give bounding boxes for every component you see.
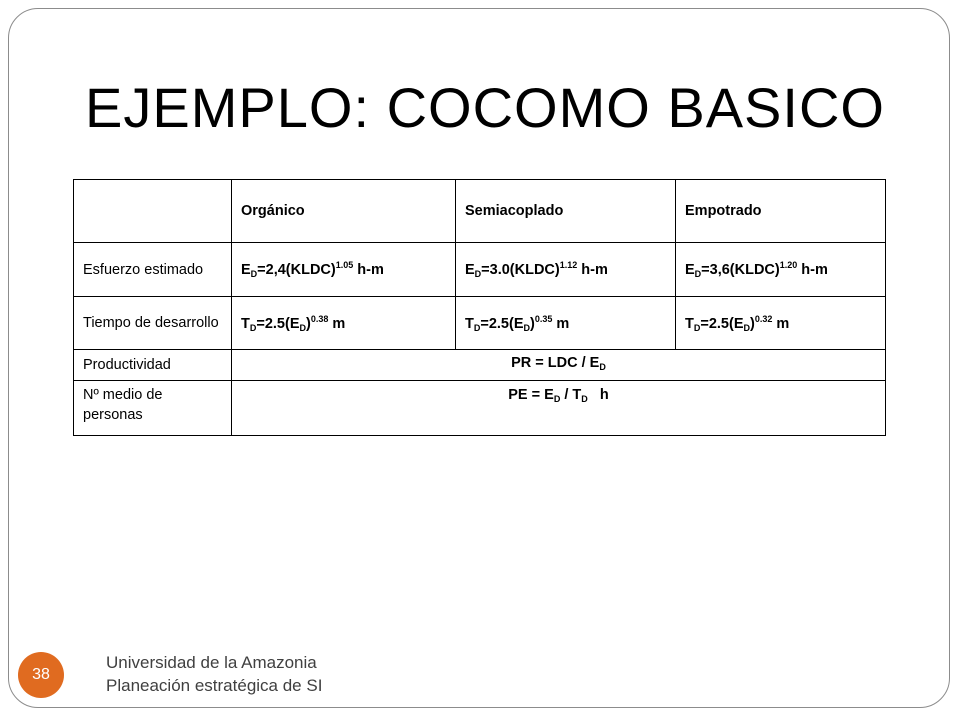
- footer: [106, 651, 322, 697]
- slide-number: 38: [32, 666, 50, 683]
- table-row-tiempo: [74, 297, 886, 350]
- header-organico: Orgánico: [232, 180, 456, 243]
- slide-number-badge: [18, 652, 64, 698]
- cell-esfuerzo-empotrado: $E_D=3,6(KLDC)^{1.20}$ h-m: [676, 243, 886, 297]
- row-label-tiempo: Tiempo de desarrollo: [74, 297, 232, 350]
- header-semiacoplado: Semiacoplado: [456, 180, 676, 243]
- cell-productividad-formula: PR = LDC / $E_D$: [232, 350, 886, 381]
- row-label-personas: Nº medio de personas: [74, 381, 232, 436]
- slide-title: EJEMPLO: COCOMO BASICO: [85, 76, 885, 139]
- cell-tiempo-organico: $T_D=2.5(E_D)^{0.38}$ m: [232, 297, 456, 350]
- header-empty-cell: [74, 180, 232, 243]
- cell-tiempo-semiacoplado: $T_D=2.5(E_D)^{0.35}$ m: [456, 297, 676, 350]
- cell-tiempo-empotrado: $T_D=2.5(E_D)^{0.32}$ m: [676, 297, 886, 350]
- table-row-productividad: [74, 350, 886, 381]
- row-label-productividad: Productividad: [74, 350, 232, 381]
- cell-esfuerzo-organico: $E_D=2,4(KLDC)^{1.05}$ h-m: [232, 243, 456, 297]
- footer-institution: Universidad de la Amazonia: [106, 653, 317, 672]
- footer-course: Planeación estratégica de SI: [106, 676, 323, 695]
- cocomo-table: [73, 179, 886, 436]
- row-label-esfuerzo: Esfuerzo estimado: [74, 243, 232, 297]
- cell-esfuerzo-semiacoplado: $E_D=3.0(KLDC)^{1.12}$ h-m: [456, 243, 676, 297]
- table-row-personas: [74, 381, 886, 436]
- table-row-esfuerzo: [74, 243, 886, 297]
- table-header-row: [74, 180, 886, 243]
- cell-personas-formula: PE = $E_D / T_D$ h: [232, 381, 886, 436]
- header-empotrado: Empotrado: [676, 180, 886, 243]
